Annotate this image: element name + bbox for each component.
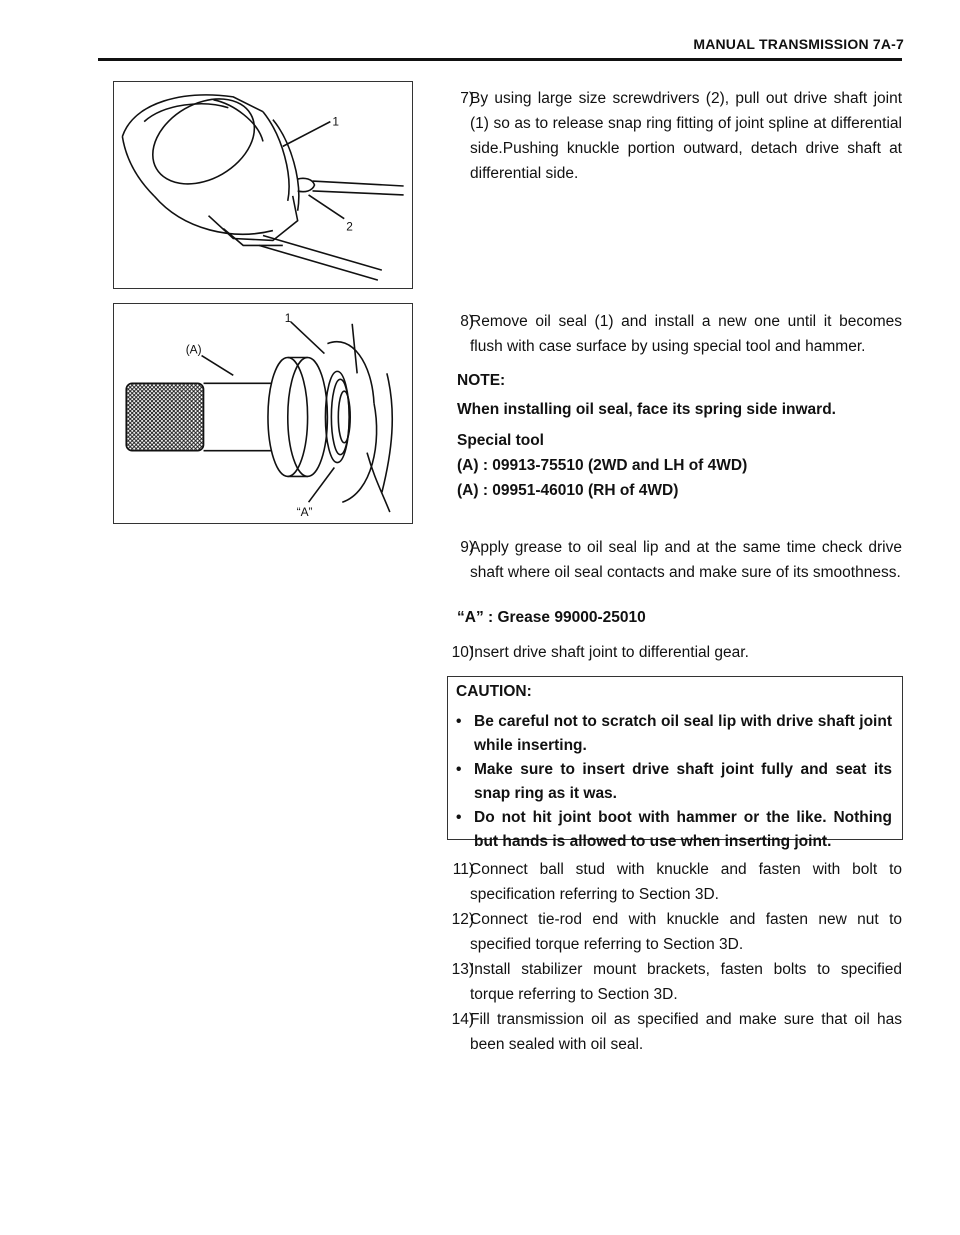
note-block [457, 368, 897, 422]
note-text: When installing oil seal, face its spring side inward. [457, 401, 836, 418]
callout-grease-label: “A” [296, 505, 313, 520]
callout-1-label: 1 [284, 310, 292, 325]
caution-item: • Be careful not to scratch oil seal lip with drive shaft joint while inserting. [456, 710, 892, 758]
step-text: Install stabilizer mount brackets, fasten bolts to specified torque referring to Section 3D. [470, 961, 902, 1003]
special-tool-title: Special tool [457, 432, 544, 449]
step-11 [440, 857, 902, 907]
step-number: 13) [451, 961, 474, 978]
caution-title: CAUTION: [456, 683, 532, 700]
caution-box [447, 676, 903, 850]
step-number: 11) [452, 861, 474, 878]
caution-item: • Do not hit joint boot with hammer or the like. Nothing but hands is allowed to use when inserting joint. [456, 806, 892, 854]
step-10 [440, 640, 902, 665]
drive-shaft-joint-illustration [113, 81, 413, 289]
oil-seal-installer-illustration [113, 303, 413, 524]
callout-1-label: 1 [332, 114, 339, 129]
step-number: 12) [451, 911, 474, 928]
step-text: Apply grease to oil seal lip and at the same time check drive shaft where oil seal contacts and make sure of its smoothness. [470, 539, 902, 581]
step-text: Insert drive shaft joint to differential gear. [470, 644, 749, 661]
special-tool-line-2: (A) : 09951-46010 (RH of 4WD) [457, 482, 679, 499]
step-number: 14) [451, 1011, 474, 1028]
step-text: Fill transmission oil as specified and make sure that oil has been sealed with oil seal. [470, 1011, 902, 1053]
step-number: 9) [460, 539, 474, 556]
note-title: NOTE: [457, 372, 506, 389]
step-text: By using large size screwdrivers (2), pull out drive shaft joint (1) so as to release snap ring fitting of joint spline at differential side.Pushing knuckle portion outward, detach drive shaft at differential side. [470, 90, 902, 182]
step-9 [440, 535, 902, 585]
caution-item: • Make sure to insert drive shaft joint fully and seat its snap ring as it was. [456, 758, 892, 806]
step-7 [440, 86, 902, 186]
step-8 [440, 309, 902, 359]
grease-spec: “A” : Grease 99000-25010 [457, 609, 646, 626]
special-tool-block [457, 428, 897, 503]
step-14 [440, 1007, 902, 1057]
step-number: 8) [460, 313, 474, 330]
step-number: 7) [460, 90, 474, 107]
caution-list [456, 710, 892, 854]
step-text: Connect ball stud with knuckle and fasten with bolt to specification referring to Section 3D. [470, 861, 902, 903]
special-tool-line-1: (A) : 09913-75510 (2WD and LH of 4WD) [457, 457, 748, 474]
callout-a-label: (A) [185, 342, 202, 357]
step-number: 10) [451, 644, 474, 661]
step-12 [440, 907, 902, 957]
step-13 [440, 957, 902, 1007]
step-text: Remove oil seal (1) and install a new one until it becomes flush with case surface by using special tool and hammer. [470, 313, 902, 355]
callout-2-label: 2 [346, 219, 353, 234]
header-rule [98, 58, 902, 61]
page-header-title: MANUAL TRANSMISSION 7A-7 [693, 36, 904, 52]
step-text: Connect tie-rod end with knuckle and fasten new nut to specified torque referring to Section 3D. [470, 911, 902, 953]
